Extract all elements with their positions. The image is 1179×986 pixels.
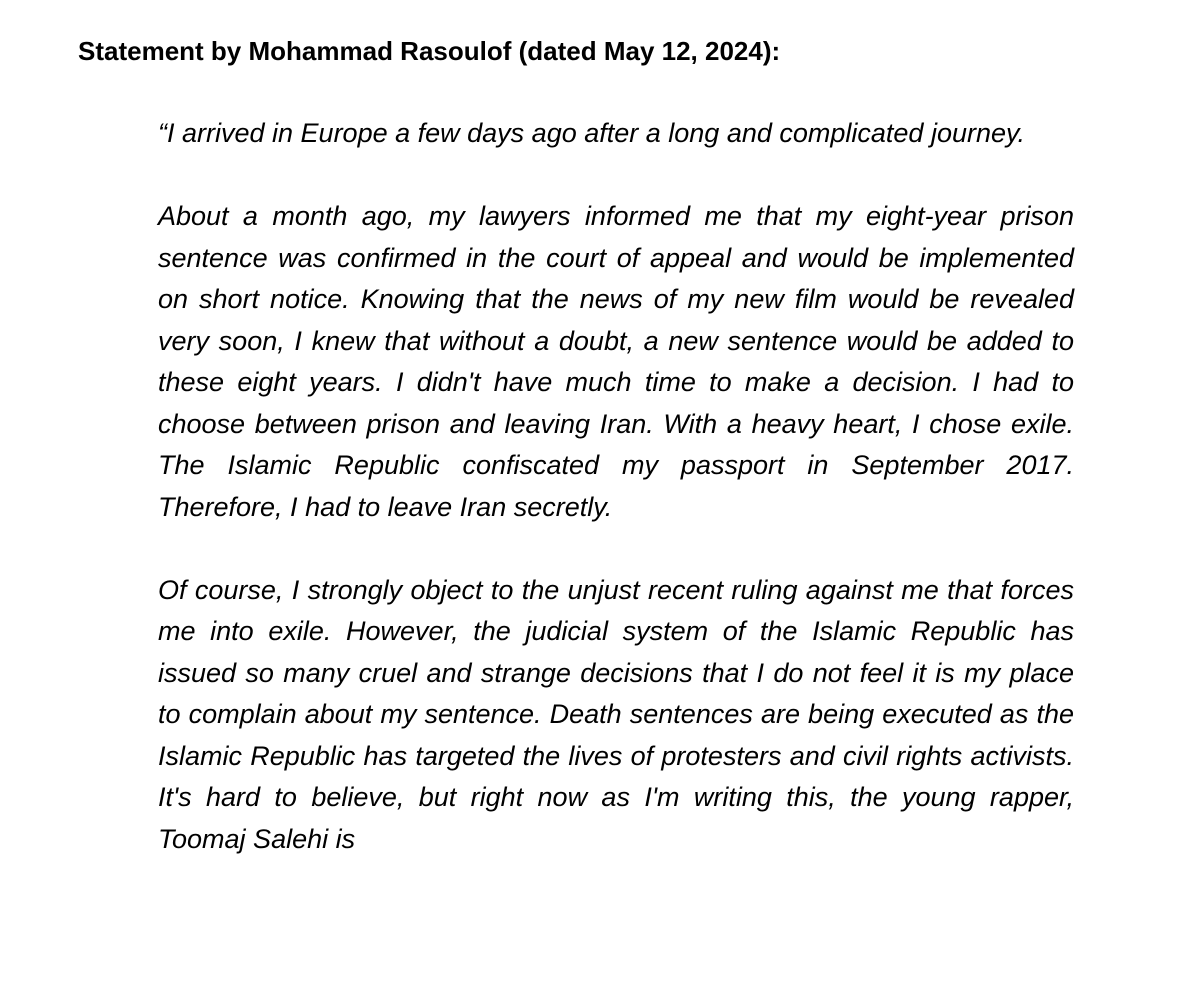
statement-paragraph: “I arrived in Europe a few days ago after a long and complicated journey. bbox=[158, 118, 1025, 148]
statement-heading: Statement by Mohammad Rasoulof (dated May 12, 2024): bbox=[78, 36, 781, 66]
statement-paragraph: Of course, I strongly object to the unjust recent ruling against me that forces me into exile. However, the judicial system of the Islamic Republic has issued so many cruel and strange decisions that I do not feel it is my place to complain about my sentence. Death sentences are being executed as the Islamic Republic has targeted the lives of protesters and civil rights activists. It's hard to believe, but right now as I'm writing this, the young rapper, Toomaj Salehi is bbox=[158, 574, 1074, 854]
statement-paragraph: About a month ago, my lawyers informed me that my eight-year prison sentence was confirmed in the court of appeal and would be implemented on short notice. Knowing that the news of my new film would be revealed very soon, I knew that without a doubt, a new sentence would be added to these eight years. I didn't have much time to make a decision. I had to choose between prison and leaving Iran. With a heavy heart, I chose exile. The Islamic Republic confiscated my passport in September 2017. Therefore, I had to leave Iran secretly. bbox=[158, 201, 1074, 522]
statement-body bbox=[158, 113, 1074, 860]
